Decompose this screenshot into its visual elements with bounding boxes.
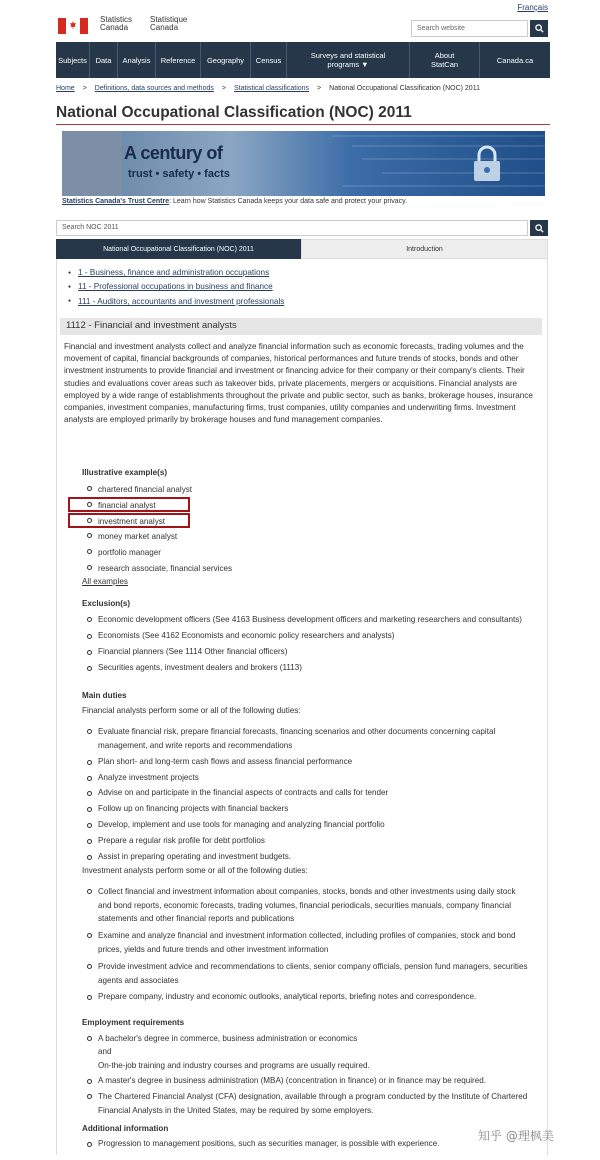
breadcrumb-classifications[interactable]: Statistical classifications <box>233 85 310 92</box>
unit-group-heading: 1112 - Financial and investment analysts <box>60 318 542 335</box>
brand-french: Statistique Canada <box>150 15 188 32</box>
trust-centre-text: : Learn how Statistics Canada keeps your data safe and protect your privacy. <box>169 198 408 205</box>
list-item: Follow up on financing projects with financial backers <box>86 803 531 815</box>
list-item: Economists (See 4162 Economists and economic policy researchers and analysts) <box>86 630 531 642</box>
nav-census[interactable]: Census <box>251 42 287 78</box>
list-item: financial analyst <box>86 498 232 514</box>
main-duties-heading: Main duties <box>82 691 127 700</box>
breadcrumb-separator: > <box>221 85 226 92</box>
banner-subline: trust • safety • facts <box>128 168 230 180</box>
highlight-box-financial-analyst <box>68 497 190 512</box>
employment-heading: Employment requirements <box>82 1018 185 1027</box>
nav-canada-ca[interactable]: Canada.ca <box>496 55 534 65</box>
highlight-box-investment-analyst <box>68 513 190 528</box>
breadcrumb-separator: > <box>82 85 87 92</box>
list-item: chartered financial analyst <box>86 482 232 498</box>
unit-group-description: Financial and investment analysts collect and analyze financial information such as economic forecasts, trading volumes and the movement of capital, financial backgrounds of companies, historical performances and future trends of stocks, bonds and other investment instruments to provide financial and investment or financing advice for their company or their company's clients. Their studies and evaluations cover areas such as takeover bids, private placements, mergers or acquisitions. Financial analysts are employed by a wide range of establishments throughout the private and public sector, such as banks, brokerage houses, insurance companies, investment companies, manufacturing firms, trust companies, utility companies and underwriting firms. Investment analysts are employed primarily by brokerage houses and fund management companies. <box>64 342 533 425</box>
exclusions-heading: Exclusion(s) <box>82 599 131 608</box>
brand-wordmark <box>100 16 200 32</box>
hierarchy-item <box>68 268 284 277</box>
list-item: Advise on and participate in the financial aspects of contracts and calls for tender <box>86 787 531 799</box>
duties-intro-financial: Financial analysts perform some or all of the following duties: <box>82 706 301 715</box>
list-item: Examine and analyze financial and investment information collected, including profiles of companies, stock and bond prices, yields and future trends and other investment information <box>86 929 531 956</box>
list-item: A master's degree in business administration (MBA) (concentration in finance) or in finance may be required. <box>86 1075 531 1087</box>
list-item: research associate, financial services <box>86 561 232 577</box>
list-item: Prepare a regular risk profile for debt portfolios <box>86 835 531 847</box>
list-item: investment analyst <box>86 514 232 530</box>
exclusions-list <box>86 613 531 674</box>
search-icon <box>535 224 544 233</box>
nav-about[interactable]: About StatCan <box>410 42 480 78</box>
list-item: Develop, implement and use tools for managing and analyzing financial portfolio <box>86 819 531 831</box>
breadcrumb-current: National Occupational Classification (NOC) 2011 <box>329 85 480 92</box>
watermark: 知乎 @理枫美 <box>478 1129 554 1143</box>
canada-flag-icon <box>58 18 88 34</box>
site-search-input[interactable]: Search website <box>411 20 528 37</box>
list-item: Financial planners (See 1114 Other financial officers) <box>86 646 531 658</box>
list-item: Evaluate financial risk, prepare financial forecasts, financing scenarios and other documents concerning capital management, and write reports and recommendations <box>86 725 531 752</box>
list-item: The Chartered Financial Analyst (CFA) designation, available through a program conducted by the Institute of Chartered Financial Analysts in the United States, may be required by some employers. <box>86 1090 531 1117</box>
list-item: Assist in preparing operating and investment budgets. <box>86 851 531 863</box>
hierarchy-link-111[interactable]: ● 111 - Auditors, accountants and investment professionals <box>78 296 285 306</box>
all-examples-link[interactable]: All examples <box>82 577 128 586</box>
trust-centre-link[interactable]: Statistics Canada's Trust Centre <box>62 198 170 205</box>
employment-list <box>86 1032 531 1117</box>
nav-reference[interactable]: Reference <box>156 42 201 78</box>
list-item: portfolio manager <box>86 545 232 561</box>
trust-centre-banner[interactable] <box>62 131 545 196</box>
title-divider <box>56 124 550 125</box>
hierarchy-item <box>68 297 284 306</box>
duties-intro-investment: Investment analysts perform some or all of the following duties: <box>82 866 308 875</box>
list-item: Prepare company, industry and economic outlooks, analytical reports, briefing notes and correspondence. <box>86 991 531 1003</box>
noc-search-input[interactable]: Search NOC 2011 <box>56 220 528 236</box>
statcan-logo[interactable] <box>58 16 200 34</box>
breadcrumb-home[interactable]: Home <box>56 85 75 92</box>
hierarchy-link-11[interactable]: ● 11 - Professional occupations in business and finance <box>78 282 273 292</box>
nav-surveys[interactable]: Surveys and statistical programs ▼ <box>287 42 410 78</box>
tab-introduction[interactable]: Introduction <box>301 239 548 259</box>
list-item: Plan short- and long-term cash flows and assess financial performance <box>86 756 531 768</box>
nav-subjects[interactable]: Subjects <box>56 42 90 78</box>
hierarchy-link-1[interactable]: ● 1 - Business, finance and administration occupations <box>78 268 270 277</box>
banner-headline: A century of <box>124 143 223 163</box>
main-nav <box>56 42 550 78</box>
duties-list-financial <box>86 725 531 863</box>
padlock-icon <box>470 145 504 183</box>
noc-search-button[interactable] <box>530 220 548 236</box>
breadcrumb-separator: > <box>317 85 322 92</box>
list-item: Economic development officers (See 4163 Business development officers and marketing researchers and consultants) <box>86 613 531 627</box>
list-item: Progression to management positions, such as securities manager, is possible with experience. <box>86 1138 531 1150</box>
list-item <box>86 1032 531 1072</box>
language-toggle-link[interactable]: Français <box>517 3 548 12</box>
nav-analysis[interactable]: Analysis <box>118 42 156 78</box>
search-icon <box>535 24 544 33</box>
employment-req-1a: A bachelor's degree in commerce, business administration or economics <box>98 1034 358 1043</box>
list-item: Securities agents, investment dealers and brokers (1113) <box>86 662 531 674</box>
page-title: National Occupational Classification (NOC) 2011 <box>56 104 412 121</box>
hierarchy-item <box>68 282 284 291</box>
additional-info-heading: Additional information <box>82 1124 169 1133</box>
illustrative-heading: Illustrative example(s) <box>82 468 168 477</box>
brand-english: Statistics Canada <box>100 15 133 32</box>
list-item: money market analyst <box>86 529 232 545</box>
trust-centre-note <box>62 198 407 205</box>
breadcrumb <box>56 85 480 92</box>
nav-data[interactable]: Data <box>90 42 118 78</box>
site-search-button[interactable] <box>530 20 548 37</box>
list-item: Collect financial and investment information about companies, stocks, bonds and other investments using daily stock and bond reports, economic forecasts, trading volumes, financial periodicals, securities manuals, company financial statements and other financial reports and publications <box>86 885 531 926</box>
duties-list-investment <box>86 885 531 1003</box>
employment-req-1b: and <box>98 1047 112 1057</box>
tab-bar <box>56 239 548 259</box>
nav-geography[interactable]: Geography <box>201 42 251 78</box>
list-item: Analyze investment projects <box>86 772 531 784</box>
hierarchy-list <box>68 268 284 311</box>
employment-req-1c: On-the-job training and industry courses and programs are usually required. <box>98 1060 370 1070</box>
list-item: Provide investment advice and recommendations to clients, senior company officials, pension fund managers, securities agents and associates <box>86 960 531 987</box>
breadcrumb-definitions[interactable]: Definitions, data sources and methods <box>94 85 214 92</box>
tab-noc-2011[interactable]: National Occupational Classification (NOC) 2011 <box>56 239 301 259</box>
additional-info-list <box>86 1138 531 1150</box>
